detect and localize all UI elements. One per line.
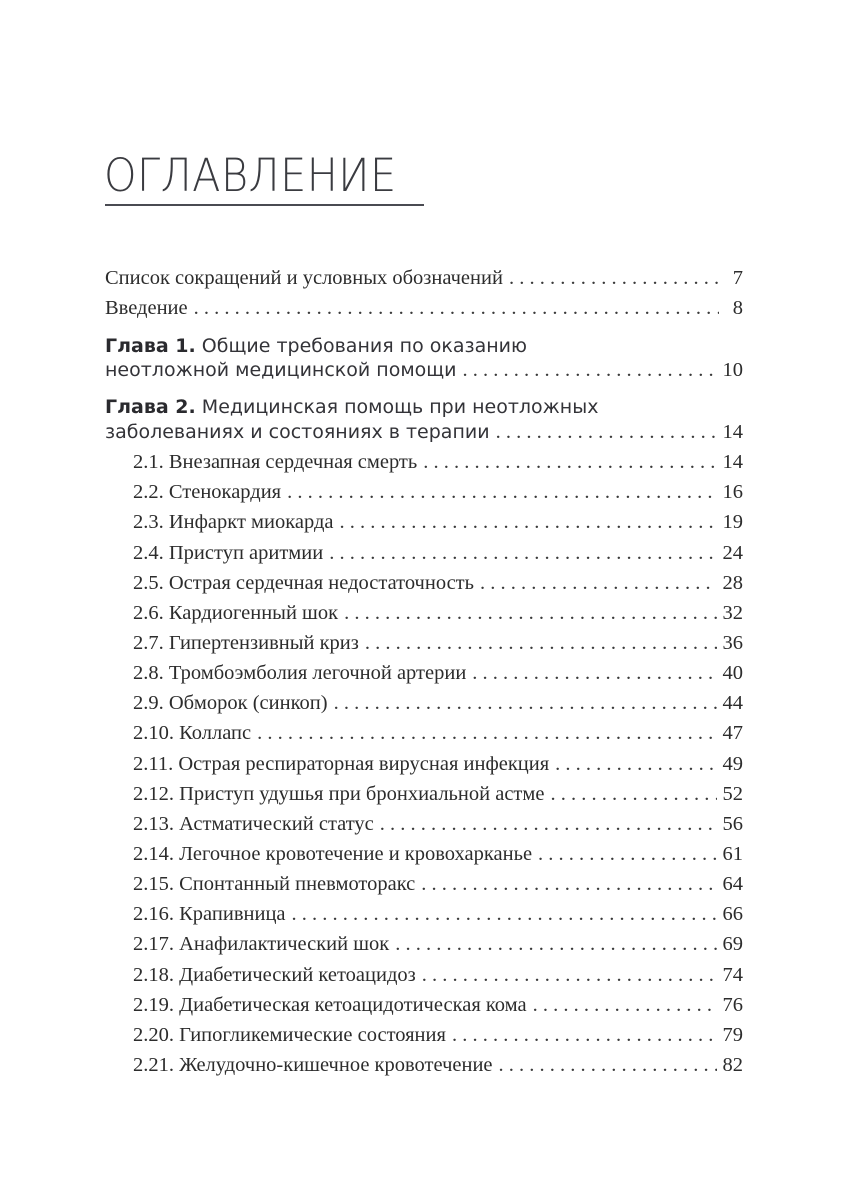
chapter-number: Глава 1. <box>105 335 196 357</box>
toc-chapter-2-heading[interactable] <box>105 394 743 420</box>
toc-page-number: 19 <box>722 511 743 534</box>
page-title: ОГЛАВЛЕНИЕ <box>104 149 397 202</box>
toc-section-entry[interactable] <box>133 508 743 536</box>
toc-entry-label: 2.7. Гипертензивный криз <box>133 631 359 654</box>
toc-section-entry[interactable] <box>133 961 743 989</box>
toc-entry-label: 2.6. Кардиогенный шок <box>133 601 339 624</box>
dot-leader <box>472 659 716 687</box>
toc-page-number: 40 <box>722 662 743 684</box>
toc-page-number: 44 <box>722 692 743 715</box>
toc-section-entry[interactable] <box>133 810 743 838</box>
toc-entry-abbreviations[interactable] <box>105 264 743 292</box>
toc-page-number: 14 <box>722 421 743 443</box>
toc-section-entry[interactable] <box>133 750 743 778</box>
toc-page-number: 32 <box>722 601 743 624</box>
toc-entry-label: 2.5. Острая сердечная недостаточность <box>133 571 474 594</box>
chapter-title-line1: Общие требования по оказанию <box>201 335 528 357</box>
toc-entry-label: 2.19. Диабетическая кетоацидотическая кома <box>133 993 527 1016</box>
dot-leader <box>334 689 717 717</box>
toc-section-entry[interactable] <box>133 629 743 657</box>
toc-entry-label: 2.8. Тромбоэмболия легочной артерии <box>133 662 467 684</box>
toc-page-number: 82 <box>722 1054 743 1076</box>
toc-section-entry[interactable] <box>133 719 743 747</box>
toc-entry-label: Список сокращений и условных обозначений <box>105 267 503 289</box>
toc-section-entry[interactable] <box>133 780 743 808</box>
chapter-title-line2: заболеваниях и состояниях в терапии <box>105 421 490 443</box>
toc-chapter-1-line2[interactable] <box>105 356 743 384</box>
toc-entry-label: 2.4. Приступ аритмии <box>133 541 324 564</box>
toc-section-entry[interactable] <box>133 930 743 958</box>
dot-leader <box>496 418 717 446</box>
dot-leader <box>550 780 716 808</box>
dot-leader <box>509 264 719 292</box>
dot-leader <box>499 1051 717 1079</box>
toc-section-entry[interactable] <box>133 900 743 928</box>
toc-page-number: 49 <box>722 752 743 775</box>
toc-section-entry[interactable] <box>133 599 743 627</box>
toc-entry-label: 2.16. Крапивница <box>133 903 286 926</box>
toc-page-number: 10 <box>722 359 743 381</box>
dot-leader <box>287 478 716 506</box>
toc-entry-label: 2.20. Гипогликемические состояния <box>133 1023 446 1046</box>
toc-page-number: 47 <box>722 722 743 745</box>
chapter-title-line1: Медицинская помощь при неотложных <box>201 396 599 418</box>
toc-section-entry[interactable] <box>133 840 743 868</box>
toc-section-entry[interactable] <box>133 478 743 506</box>
toc-page-number: 61 <box>722 843 743 865</box>
toc-page-number: 76 <box>722 993 743 1016</box>
toc-section-entry[interactable] <box>133 1051 743 1079</box>
dot-leader <box>480 569 717 597</box>
toc-entry-label: 2.14. Легочное кровотечение и кровохарканье <box>133 843 533 865</box>
toc-page-number: 7 <box>732 267 743 289</box>
chapter-title-line2: неотложной медицинской помощи <box>105 359 457 381</box>
toc-entry-label: Введение <box>105 297 188 319</box>
toc-section-entry[interactable] <box>133 659 743 687</box>
dot-leader <box>538 840 716 868</box>
toc-page-number: 16 <box>722 481 743 504</box>
dot-leader <box>421 870 716 898</box>
dot-leader <box>423 448 716 476</box>
toc-entry-label: 2.2. Стенокардия <box>133 481 282 504</box>
toc-section-entry[interactable] <box>133 569 743 597</box>
dot-leader <box>395 930 716 958</box>
toc-entry-label: 2.21. Желудочно-кишечное кровотечение <box>133 1054 493 1076</box>
toc-page-number: 74 <box>722 963 743 986</box>
toc-page-number: 66 <box>722 903 743 926</box>
toc-section-entry[interactable] <box>133 539 743 567</box>
dot-leader <box>555 750 716 778</box>
toc-page-number: 79 <box>722 1023 743 1046</box>
toc-chapter-2-line2[interactable] <box>105 418 743 446</box>
toc-entry-label: 2.10. Коллапс <box>133 722 252 745</box>
toc-section-entry[interactable] <box>133 870 743 898</box>
toc-page-number: 24 <box>722 541 743 564</box>
toc-entry-label: 2.15. Спонтанный пневмоторакс <box>133 873 416 896</box>
toc-page-number: 52 <box>722 782 743 805</box>
toc-page-number: 8 <box>732 297 743 319</box>
toc-entry-label: 2.9. Обморок (синкоп) <box>133 692 328 715</box>
toc-entry-label: 2.18. Диабетический кетоацидоз <box>133 963 416 986</box>
toc-page-number: 56 <box>722 812 743 835</box>
title-underline <box>105 204 424 206</box>
dot-leader <box>329 539 716 567</box>
toc-section-entry[interactable] <box>133 448 743 476</box>
toc-section-entry[interactable] <box>133 991 743 1019</box>
dot-leader <box>194 294 719 322</box>
dot-leader <box>257 719 716 747</box>
toc-entry-introduction[interactable] <box>105 294 743 322</box>
toc-section-entry[interactable] <box>133 689 743 717</box>
dot-leader <box>340 508 717 536</box>
dot-leader <box>422 961 717 989</box>
toc-page-number: 64 <box>722 873 743 896</box>
dot-leader <box>365 629 717 657</box>
chapter-number: Глава 2. <box>105 396 196 418</box>
dot-leader <box>380 810 717 838</box>
dot-leader <box>292 900 717 928</box>
dot-leader <box>452 1021 717 1049</box>
toc-page-number: 36 <box>722 631 743 654</box>
toc-entry-label: 2.17. Анафилактический шок <box>133 933 390 956</box>
toc-page-number: 14 <box>722 451 743 473</box>
dot-leader <box>344 599 716 627</box>
dot-leader <box>533 991 717 1019</box>
toc-entry-label: 2.12. Приступ удушья при бронхиальной астме <box>133 782 545 805</box>
toc-section-entry[interactable] <box>133 1021 743 1049</box>
toc-page-number: 28 <box>722 571 743 594</box>
toc-entry-label: 2.11. Острая респираторная вирусная инфекция <box>133 752 550 775</box>
toc-entry-label: 2.1. Внезапная сердечная смерть <box>133 451 418 473</box>
dot-leader <box>463 356 717 384</box>
toc-entry-label: 2.3. Инфаркт миокарда <box>133 511 334 534</box>
toc-entry-label: 2.13. Астматический статус <box>133 812 374 835</box>
toc-page-number: 69 <box>722 933 743 956</box>
